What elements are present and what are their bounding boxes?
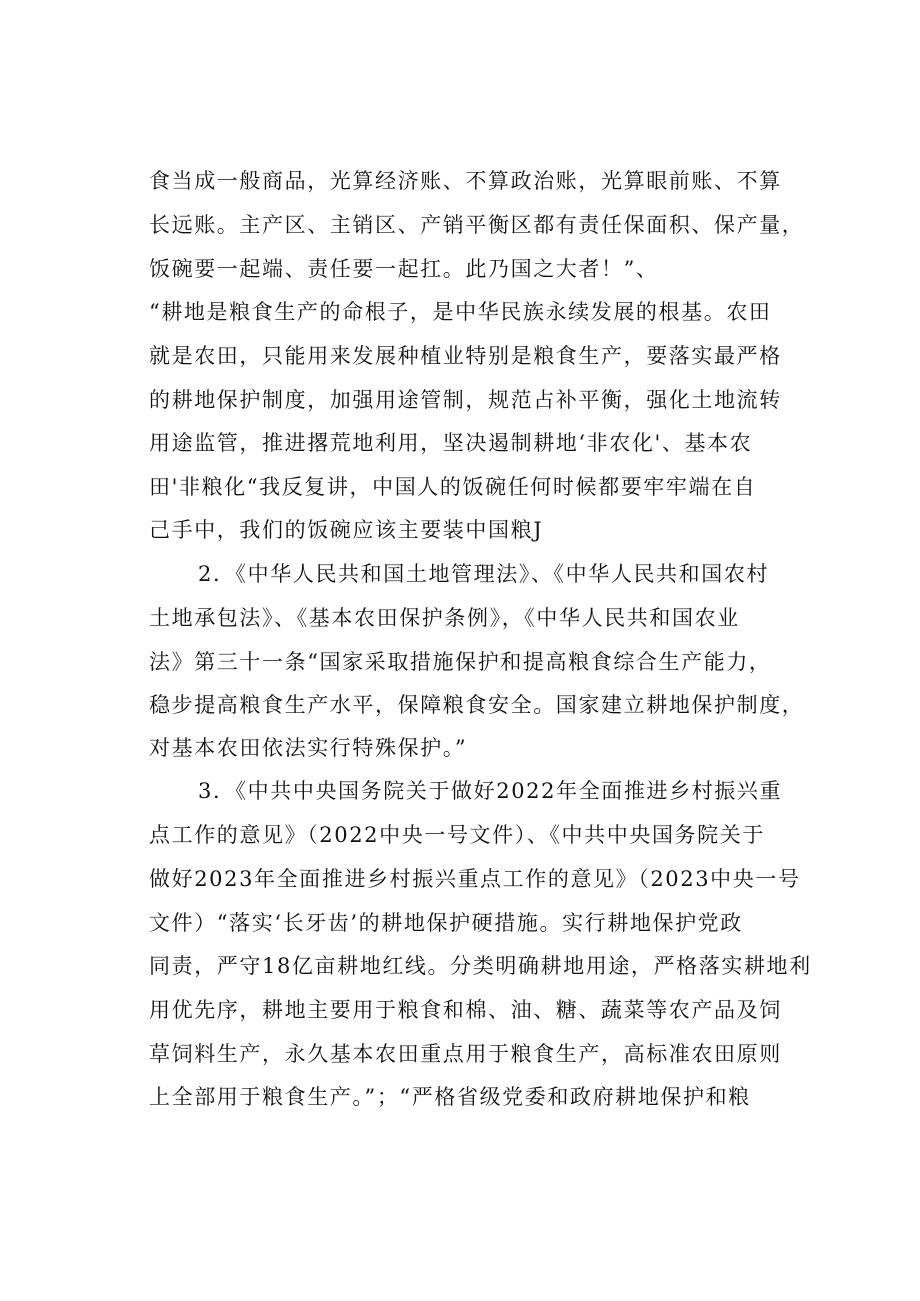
text-line: 的耕地保护制度，加强用途管制，规范占补平衡，强化土地流转 [149,388,782,412]
text-line: 上全部用于粮食生产。”；“严格省级党委和政府耕地保护和粮 [149,1085,751,1109]
text-line: 长远账。主产区、主销区、产销平衡区都有责任保面积、保产量， [149,213,805,237]
text-line: 田'非粮化“我反复讲，中国人的饭碗任何时候都要牢牢端在自 [149,475,757,499]
text-line: 做好2023年全面推进乡村振兴重点工作的意见》（2023中央一号 [149,867,801,891]
text-line: 就是农田，只能用来发展种植业特别是粮食生产，要落实最严格 [149,344,782,368]
text-line: 用优先序，耕地主要用于粮食和棉、油、糖、蔬菜等农产品及饲 [149,998,782,1022]
text-line: 草饲料生产，永久基本农田重点用于粮食生产，高标准农田原则 [149,1042,782,1066]
text-line: 文件）“落实‘长牙齿’的耕地保护硬措施。实行耕地保护党政 [149,911,743,935]
text-line: 稳步提高粮食生产水平，保障粮食安全。国家建立耕地保护制度， [149,693,805,717]
text-line: 用途监管，推进撂荒地利用，坚决遏制耕地‘非农化'、基本农 [149,431,753,455]
text-line: 同责，严守18亿亩耕地红线。分类明确耕地用途，严格落实耕地利 [149,954,812,978]
text-line: 法》第三十一条“国家采取措施保护和提高粮食综合生产能力， [149,650,772,674]
text-line: 饭碗要一起端、责任要一起扛。此乃国之大者！”、 [149,257,659,281]
text-line: 2．《中华人民共和国土地管理法》、《中华人民共和国农村 [198,562,770,586]
text-line: “耕地是粮食生产的命根子，是中华民族永续发展的根基。农田 [149,300,772,324]
text-line: 食当成一般商品，光算经济账、不算政治账，光算眼前账、不算 [149,169,782,193]
text-line: 3．《中共中央国务院关于做好2022年全面推进乡村振兴重 [198,779,783,803]
text-line: 点工作的意见》（2022中央一号文件）、《中共中央国务院关于 [149,823,765,847]
text-line: 土地承包法》、《基本农田保护条例》，《中华人民共和国农业 [149,606,740,630]
text-line: 对基本农田依法实行特殊保护。” [149,736,468,760]
text-line: 己手中，我们的饭碗应该主要装中国粮J [149,518,544,542]
